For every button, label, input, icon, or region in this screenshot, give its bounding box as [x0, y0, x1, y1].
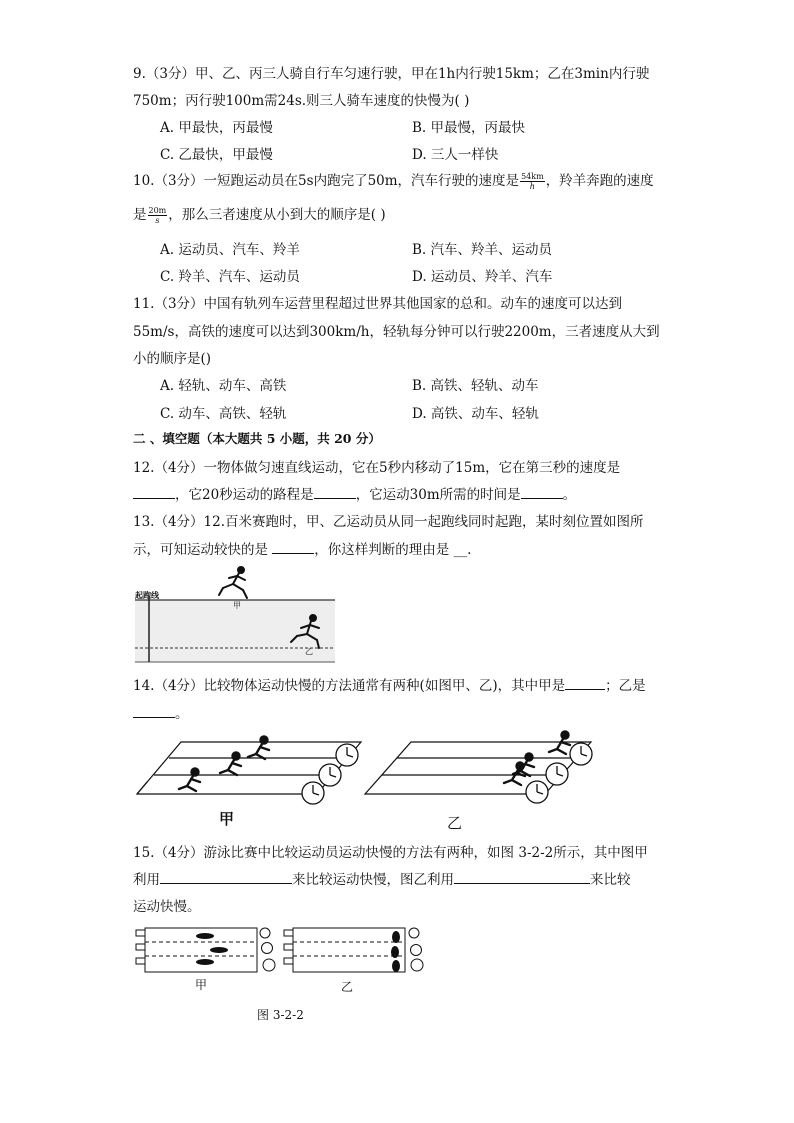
- q10-stem-line1: [133, 169, 654, 191]
- q10-option-c[interactable]: C. 羚羊、汽车、运动员: [160, 269, 300, 285]
- runner-jia-icon: [219, 567, 247, 598]
- q10-text-b: ，羚羊奔跑的速度: [545, 173, 654, 189]
- stopwatch-icons-yi: [526, 743, 592, 803]
- q9-option-d[interactable]: D. 三人一样快: [412, 147, 499, 163]
- q10-text-c: 是: [133, 207, 147, 223]
- q14-stem-line1: [133, 674, 646, 694]
- figure-track-comparison: [133, 730, 603, 830]
- q9-stem-line2: 750m；丙行驶100m需24s.则三人骑车速度的快慢为( ): [133, 93, 470, 109]
- answer-blank[interactable]: [133, 705, 175, 718]
- answer-blank[interactable]: [565, 677, 605, 690]
- fraction-numerator: 54km: [521, 172, 544, 181]
- q10-option-d[interactable]: D. 运动员、羚羊、汽车: [412, 269, 553, 285]
- runner-icons-jia: [179, 737, 269, 792]
- figure-label-yi: 乙: [305, 647, 313, 656]
- q14-text-c: 。: [175, 706, 189, 722]
- figure-label-yi: 乙: [447, 814, 463, 832]
- fraction-car-speed: [520, 172, 545, 191]
- section-heading-fill-in: 二 、填空题（本大题共 5 小题，共 20 分）: [133, 431, 381, 446]
- q13-stem-line1: 13.（4分）12.百米赛跑时，甲、乙运动员从同一起跑线同时起跑，某时刻位置如图所: [133, 514, 644, 530]
- q12-stem-line1: 12.（4分）一物体做匀速直线运动，它在5秒内移动了15m，它在第三秒的速度是: [133, 460, 621, 476]
- figure-label-jia: 甲: [233, 601, 241, 610]
- answer-blank[interactable]: [272, 541, 314, 554]
- figure-label-jia: 甲: [195, 978, 208, 992]
- answer-blank[interactable]: [314, 486, 356, 499]
- swimmer-icons-jia: [196, 933, 228, 965]
- answer-blank[interactable]: [133, 486, 175, 499]
- q13-stem-line2: [133, 538, 471, 558]
- stopwatch-icons-jia: [302, 744, 358, 804]
- figure-label-yi: 乙: [341, 980, 354, 994]
- q15-stem-line3: 运动快慢。: [133, 899, 201, 915]
- q10-stem-line2: [133, 203, 386, 225]
- q15-text-b: 来比较运动快慢，图乙利用: [292, 872, 454, 888]
- q10-option-a[interactable]: A. 运动员、汽车、羚羊: [160, 242, 300, 258]
- q9-option-c[interactable]: C. 乙最快，甲最慢: [160, 147, 273, 163]
- fraction-denominator: s: [155, 216, 160, 225]
- q14-text-b: ；乙是: [605, 678, 646, 694]
- answer-blank[interactable]: [521, 486, 563, 499]
- q10-option-b[interactable]: B. 汽车、羚羊、运动员: [412, 242, 553, 258]
- q10-text-d: ，那么三者速度从小到大的顺序是( ): [168, 207, 386, 223]
- start-line-label: 起跑线: [135, 590, 159, 600]
- q15-stem-line2: [133, 868, 631, 888]
- q15-stem-line1: 15.（4分）游泳比赛中比较运动员运动快慢的方法有两种，如图 3-2-2所示，其中图甲: [133, 845, 648, 861]
- q11-option-d[interactable]: D. 高铁、动车、轻轨: [412, 406, 539, 422]
- q11-stem-line2: 55m/s，高铁的速度可以达到300km/h，轻轨每分钟可以行驶2200m，三者速度从大到: [133, 324, 660, 340]
- q11-stem-line3: 小的顺序是(): [133, 351, 212, 367]
- answer-blank[interactable]: [160, 871, 292, 884]
- q12-text-c: 。: [562, 487, 577, 503]
- q11-option-b[interactable]: B. 高铁、轻轨、动车: [412, 378, 539, 394]
- fraction-antelope-speed: [148, 206, 168, 225]
- q15-text-a: 利用: [133, 872, 160, 888]
- fraction-numerator: 20m: [148, 206, 167, 215]
- figure-label-jia: 甲: [219, 810, 235, 828]
- q12-stem-line2: [133, 483, 576, 503]
- q14-stem-line2: [133, 702, 189, 722]
- q12-text-b: ，它运动30m所需的时间是: [355, 487, 521, 503]
- q13-text-b: ，你这样判断的理由是 __.: [314, 542, 472, 558]
- answer-blank[interactable]: [454, 871, 590, 884]
- q13-text-a: 示，可知运动较快的是: [133, 542, 273, 558]
- swimmer-icons-yi: [391, 931, 400, 972]
- figure-sprint-race: [133, 562, 338, 666]
- q9-option-b[interactable]: B. 甲最慢，丙最快: [412, 120, 526, 136]
- q11-option-a[interactable]: A. 轻轨、动车、高铁: [160, 378, 287, 394]
- q14-text-a: 14.（4分）比较物体运动快慢的方法通常有两种(如图甲、乙)，其中甲是: [133, 678, 566, 694]
- figure-swimming-race: [133, 924, 428, 1024]
- figure-caption: 图 3-2-2: [257, 1008, 304, 1022]
- q9-option-a[interactable]: A. 甲最快，丙最慢: [160, 120, 273, 136]
- q11-stem-line1: 11.（3分）中国有轨列车运营里程超过世界其他国家的总和。动车的速度可以达到: [133, 296, 623, 312]
- fraction-denominator: h: [529, 182, 535, 191]
- q15-text-c: 来比较: [590, 872, 631, 888]
- q10-text-a: 10.（3分）一短跑运动员在5s内跑完了50m，汽车行驶的速度是: [133, 173, 520, 189]
- q11-option-c[interactable]: C. 动车、高铁、轻轨: [160, 406, 287, 422]
- q12-text-a: ，它20秒运动的路程是: [175, 487, 314, 503]
- q9-stem-line1: 9.（3分）甲、乙、丙三人骑自行车匀速行驶，甲在1h内行驶15km；乙在3min内行驶: [133, 66, 650, 82]
